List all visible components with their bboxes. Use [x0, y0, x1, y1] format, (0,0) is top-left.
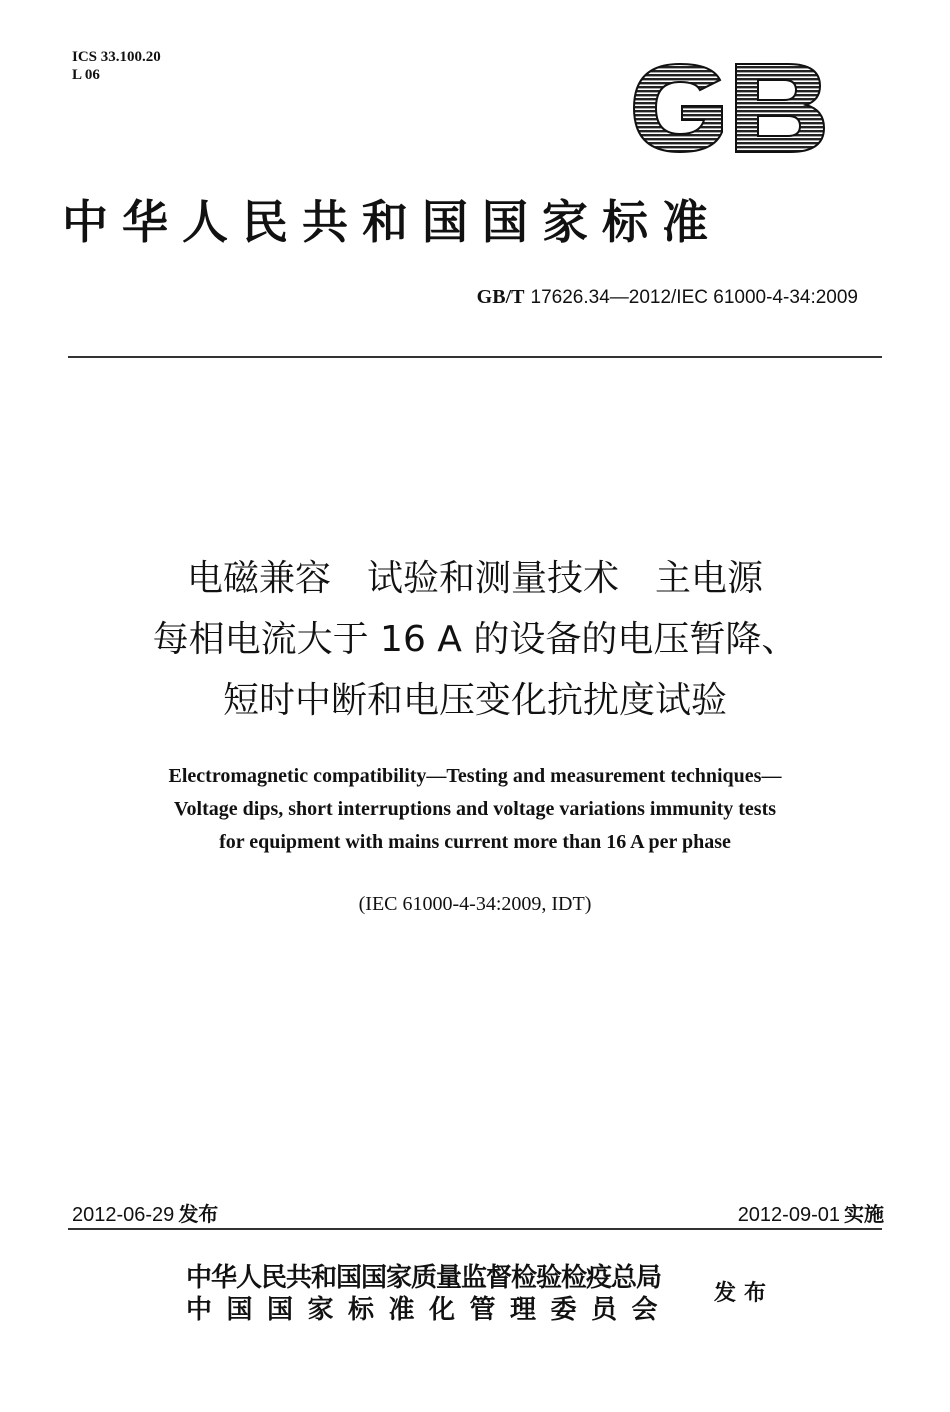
header-divider [68, 356, 882, 358]
issue-date [72, 1198, 218, 1227]
ccs-code: L 06 [72, 67, 100, 83]
standard-number [477, 286, 858, 309]
publisher-line: 中华人民共和国国家质量监督检验检疫总局 [186, 1263, 662, 1293]
issue-date-value: 2012-06-29 [72, 1204, 175, 1226]
publisher-line: 中国国家标准化管理委员会 [186, 1295, 673, 1325]
footer-divider [68, 1228, 882, 1230]
ics-classification [72, 48, 161, 84]
chinese-title-line: 每相电流大于 16 A 的设备的电压暂降、 [152, 619, 798, 660]
chinese-title-line: 短时中断和电压变化抗扰度试验 [222, 680, 727, 721]
english-title-line: for equipment with mains current more than 16 A per phase [219, 831, 731, 853]
implementation-date [738, 1198, 884, 1227]
ics-code: ICS 33.100.20 [72, 49, 161, 65]
chinese-title [0, 548, 950, 731]
english-title [0, 760, 950, 859]
issue-date-label: 发布 [178, 1202, 219, 1226]
publish-label: 发布 [714, 1280, 775, 1306]
english-title-line: Voltage dips, short interruptions and voltage variations immunity tests [173, 798, 777, 820]
standard-prefix: GB/T [476, 286, 525, 308]
gb-logo [628, 58, 828, 158]
equivalence-note: (IEC 61000-4-34:2009, IDT) [358, 893, 592, 915]
national-standard-title: 中华人民共和国国家标准 [62, 195, 722, 249]
english-title-line: Electromagnetic compatibility—Testing and measurement techniques— [168, 765, 782, 787]
gb-logo-text: GB [628, 58, 630, 59]
standard-number-value: 17626.34—2012/IEC 61000-4-34:2009 [530, 287, 858, 308]
chinese-title-line: 电磁兼容 试验和测量技术 主电源 [186, 558, 763, 599]
implementation-date-value: 2012-09-01 [737, 1204, 840, 1226]
publishers [186, 1262, 672, 1326]
implementation-date-label: 实施 [844, 1202, 884, 1226]
